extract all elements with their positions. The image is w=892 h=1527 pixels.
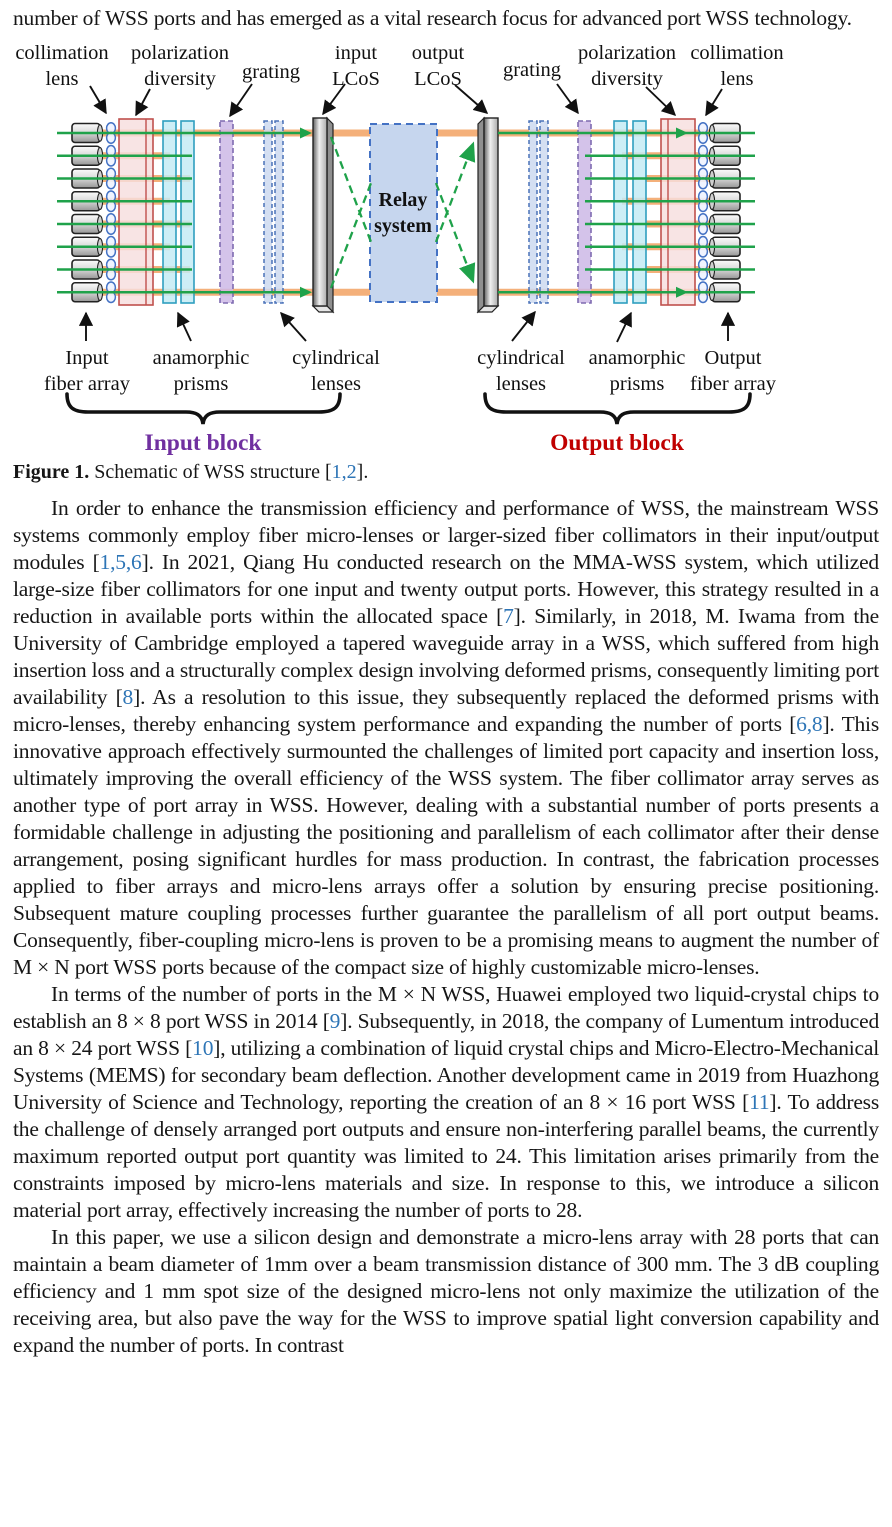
- output-block-title: Output block: [550, 430, 684, 456]
- label-cylindrical-lenses-left-2: lenses: [310, 373, 362, 395]
- anamorphic-prisms-right: [614, 121, 646, 303]
- citation-link[interactable]: 11: [749, 1090, 770, 1114]
- polarization-diversity-right: [661, 119, 695, 305]
- input-block-title: Input block: [144, 430, 262, 456]
- output-fiber-array: [699, 123, 740, 303]
- label-output-fiber-array-2: fiber array: [690, 373, 776, 395]
- figure-1: [0, 34, 892, 458]
- citation-link[interactable]: 6,8: [796, 712, 823, 736]
- polarization-diversity-left: [119, 119, 153, 305]
- label-input-fiber-array: Input: [65, 347, 109, 369]
- label-anamorphic-prisms-right-2: prisms: [609, 373, 665, 395]
- grating-right: [578, 121, 591, 303]
- label-anamorphic-prisms-left: anamorphic: [152, 347, 250, 369]
- input-fiber-array: [72, 123, 115, 303]
- label-output-fiber-array: Output: [704, 347, 762, 369]
- label-polarization-diversity-right: polarization: [578, 42, 676, 64]
- label-output-lcos-2: LCoS: [414, 68, 462, 90]
- label-collimation-lens-left: collimation: [15, 42, 109, 64]
- label-anamorphic-prisms-right: anamorphic: [588, 347, 686, 369]
- grating-left: [220, 121, 233, 303]
- block-braces: [67, 394, 750, 424]
- output-lcos: [478, 118, 498, 312]
- citation-link[interactable]: 9: [329, 1009, 341, 1033]
- label-polarization-diversity-left: polarization: [131, 42, 229, 64]
- label-input-lcos-2: LCoS: [332, 68, 380, 90]
- label-cylindrical-lenses-left: cylindrical: [292, 347, 380, 369]
- label-collimation-lens-left-2: lens: [45, 68, 79, 90]
- label-cylindrical-lenses-right-2: lenses: [495, 373, 547, 395]
- figure-caption-label: Figure 1.: [13, 461, 90, 483]
- figure-caption-text: Schematic of WSS structure [1,2].: [89, 461, 369, 483]
- label-grating-right: grating: [502, 59, 562, 81]
- label-input-fiber-array-2: fiber array: [44, 373, 130, 395]
- citation-link[interactable]: 7: [503, 604, 514, 628]
- citation-link[interactable]: 1,5,6: [99, 550, 142, 574]
- citation-link[interactable]: 8: [122, 685, 134, 709]
- label-input-lcos: input: [334, 42, 378, 64]
- label-output-lcos: output: [411, 42, 465, 64]
- relay-system: [370, 124, 437, 302]
- cylindrical-lenses-left: [264, 121, 283, 303]
- figure-caption: [13, 460, 879, 485]
- paragraph: In terms of the number of ports in the M × N WSS, Huawei employed two liquid-crystal chips to establish an 8 × 8 port WSS in 2014 [9]. Subsequently, in 2018, the company of Lumentum introduced an 8 × 24 port WSS [10], utilizing a combination of liquid crystal chips and Micro-Electro-Mechanical Systems (MEMS) for secondary beam deflection. Another development came in 2019 from Huazhong University of Science and Technology, reporting the creation of an 8 × 16 port WSS [11]. To address the challenge of densely arranged port outputs and ensure non-interfering parallel beams, the currently maximum reported output port quantity was limited to 24. This limitation arises primarily from the constraints imposed by micro-lens materials and size. In response to this, we introduce a silicon material port array, effectively increasing the number of ports to 28.: [13, 982, 880, 1222]
- label-cylindrical-lenses-right: cylindrical: [477, 347, 565, 369]
- anamorphic-prisms-left: [163, 121, 194, 303]
- label-collimation-lens-right-2: lens: [720, 68, 754, 90]
- citation-link[interactable]: 1,2: [331, 461, 357, 483]
- paragraph-top: number of WSS ports and has emerged as a vital research focus for advanced port WSS technology.: [13, 6, 852, 30]
- label-polarization-diversity-right-2: diversity: [591, 68, 663, 90]
- label-anamorphic-prisms-left-2: prisms: [173, 373, 229, 395]
- relay-label-line2: system: [374, 215, 432, 237]
- label-polarization-diversity-left-2: diversity: [144, 68, 216, 90]
- citation-link[interactable]: 10: [192, 1036, 214, 1060]
- cylindrical-lenses-right: [529, 121, 548, 303]
- input-lcos: [313, 118, 333, 312]
- label-grating-left: grating: [241, 61, 301, 83]
- paragraph: In order to enhance the transmission efficiency and performance of WSS, the mainstream WSS systems commonly employ fiber micro-lenses or larger-sized fiber collimators in their input/output modules [1,5,6]. In 2021, Qiang Hu conducted research on the MMA-WSS system, which utilized large-size fiber collimators for one input and twenty output ports. However, this strategy resulted in a reduction in available ports within the allocated space [7]. Similarly, in 2018, M. Iwama from the University of Cambridge employed a tapered waveguide array in a WSS, which suffered from high insertion loss and a structurally complex design involving deformed prisms, consequently limiting port availability [8]. As a resolution to this issue, they subsequently replaced the deformed prisms with micro-lenses, thereby enhancing system performance and expanding the number of ports [6,8]. This innovative approach effectively surmounted the challenges of limited port capacity and insertion loss, ultimately improving the overall efficiency of the WSS system. The fiber collimator array serves as another type of port array in WSS. However, dealing with a substantial number of ports presents a formidable challenge in adjusting the positioning and parallelism of each collimator after their dense arrangement, posing significant hurdles for mass production. In contrast, the fabrication processes applied to fiber arrays and micro-lens arrays offer a solution by ensuring precise positioning. Subsequent mature coupling processes further guarantee the parallelism of all port output beams. Consequently, fiber-coupling micro-lens is proven to be a promising means to augment the number of M × N port WSS ports because of the compact size of highly customizable micro-lenses.: [13, 496, 879, 979]
- label-collimation-lens-right: collimation: [690, 42, 784, 64]
- paragraph: In this paper, we use a silicon design and demonstrate a micro-lens array with 28 ports that can maintain a beam diameter of 1mm over a beam transmission distance of 300 mm. The 3 dB coupling efficiency and 1 mm spot size of the designed micro-lens not only maximize the utilization of the receiving area, but also pave the way for the WSS to improve spatial light conversion capability and expand the number of ports. In contrast: [13, 1225, 879, 1357]
- relay-label-line1: Relay: [378, 189, 428, 211]
- figure-1-diagram: [0, 34, 892, 458]
